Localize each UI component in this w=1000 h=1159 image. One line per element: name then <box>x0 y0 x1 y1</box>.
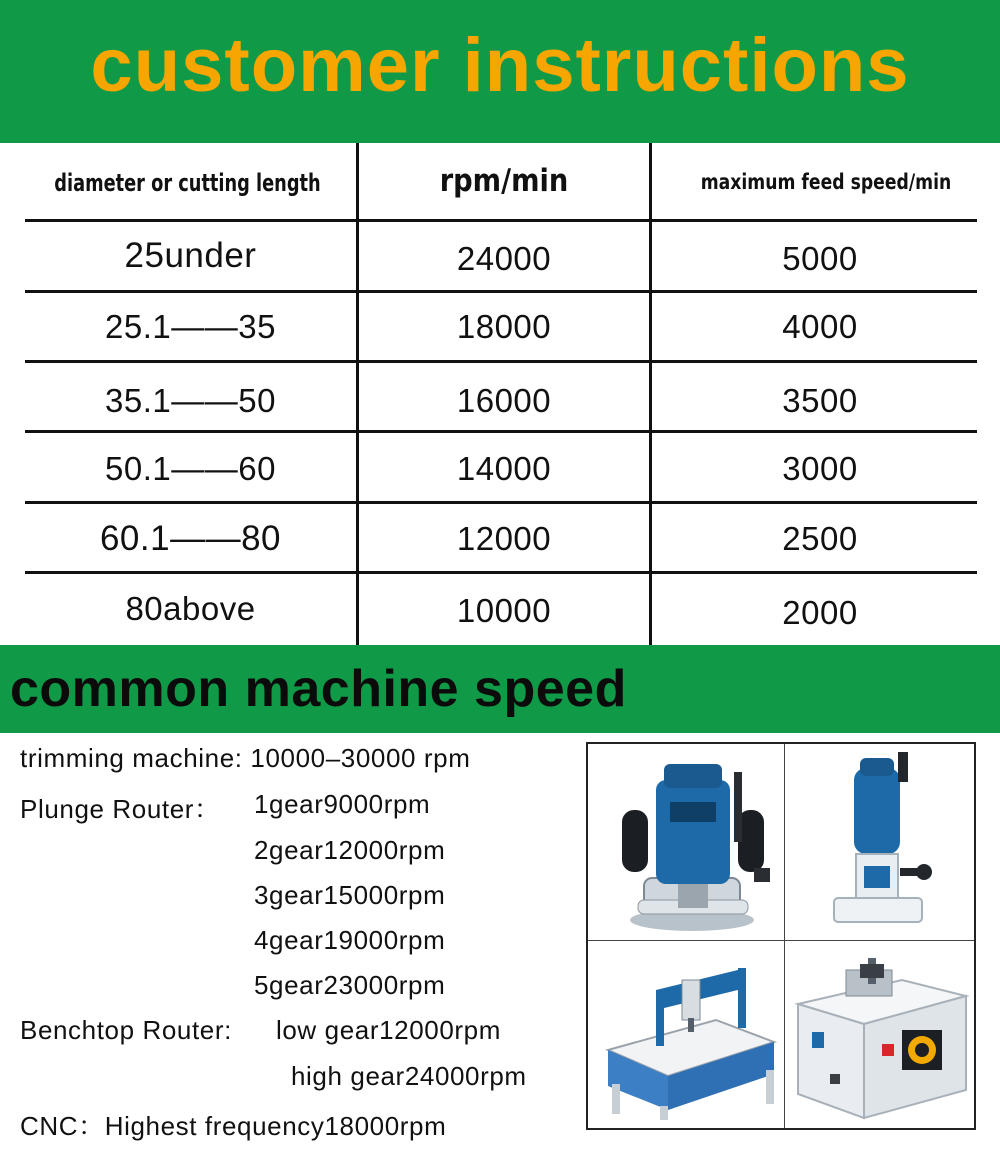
table-cell-rpm: 16000 <box>456 381 552 419</box>
plunge-gear-speed: 5gear23000rpm <box>254 970 446 1000</box>
table-cell-rpm: 18000 <box>456 307 552 345</box>
grid-divider <box>784 744 785 1128</box>
page-title: customer instructions <box>90 23 910 108</box>
plunge-router-photo <box>598 750 776 936</box>
plunge-gear-speed: 1gear9000rpm <box>254 789 431 819</box>
column-header-rpm: rpm/min <box>439 163 569 199</box>
plunge-gear-speed: 4gear19000rpm <box>254 925 446 955</box>
benchtop-high-gear: high gear24000rpm <box>291 1061 527 1091</box>
column-header-feed-speed: maximum feed speed/min <box>700 170 952 194</box>
benchtop-router-label: Benchtop Router: <box>20 1015 232 1045</box>
trimming-machine-speed: trimming machine: 10000–30000 rpm <box>20 743 471 773</box>
table-cell-feed: 4000 <box>782 307 858 345</box>
cnc-speed: CNC：Highest frequency18000rpm <box>20 1111 447 1141</box>
grid-divider <box>588 940 974 941</box>
table-cell-diameter: 60.1——80 <box>99 518 282 558</box>
table-cell-feed: 3500 <box>782 381 858 419</box>
table-cell-feed: 2500 <box>782 519 858 557</box>
table-cell-feed: 3000 <box>782 449 858 487</box>
row-divider <box>25 360 977 363</box>
table-cell-diameter: 25.1——35 <box>105 307 276 345</box>
plunge-gear-speed: 3gear15000rpm <box>254 880 446 910</box>
table-cell-feed: 2000 <box>782 593 858 631</box>
table-cell-feed: 5000 <box>782 240 858 277</box>
plunge-router-label: Plunge Router： <box>20 794 221 824</box>
plunge-gear-speed: 2gear12000rpm <box>254 835 446 865</box>
column-header-diameter: diameter or cutting length <box>54 169 321 197</box>
table-cell-diameter: 80above <box>125 589 256 627</box>
speed-table <box>0 143 1000 645</box>
table-cell-diameter: 50.1——60 <box>105 449 276 487</box>
title-banner <box>0 0 1000 143</box>
table-cell-rpm: 24000 <box>456 240 552 277</box>
table-cell-rpm: 10000 <box>456 591 552 629</box>
table-cell-diameter: 35.1——50 <box>105 381 276 419</box>
spindle-shaper-photo <box>790 950 972 1124</box>
benchtop-low-gear: low gear12000rpm <box>276 1015 501 1045</box>
table-cell-rpm: 14000 <box>456 449 552 487</box>
section-banner <box>0 645 1000 733</box>
table-cell-rpm: 12000 <box>456 519 552 557</box>
cnc-machine-photo <box>596 950 780 1124</box>
machine-photo-grid <box>586 742 976 1130</box>
section-title: common machine speed <box>10 660 627 718</box>
machine-speed-list <box>0 733 580 1153</box>
table-cell-diameter: 25under <box>124 236 257 275</box>
trimming-machine-photo <box>794 748 972 936</box>
